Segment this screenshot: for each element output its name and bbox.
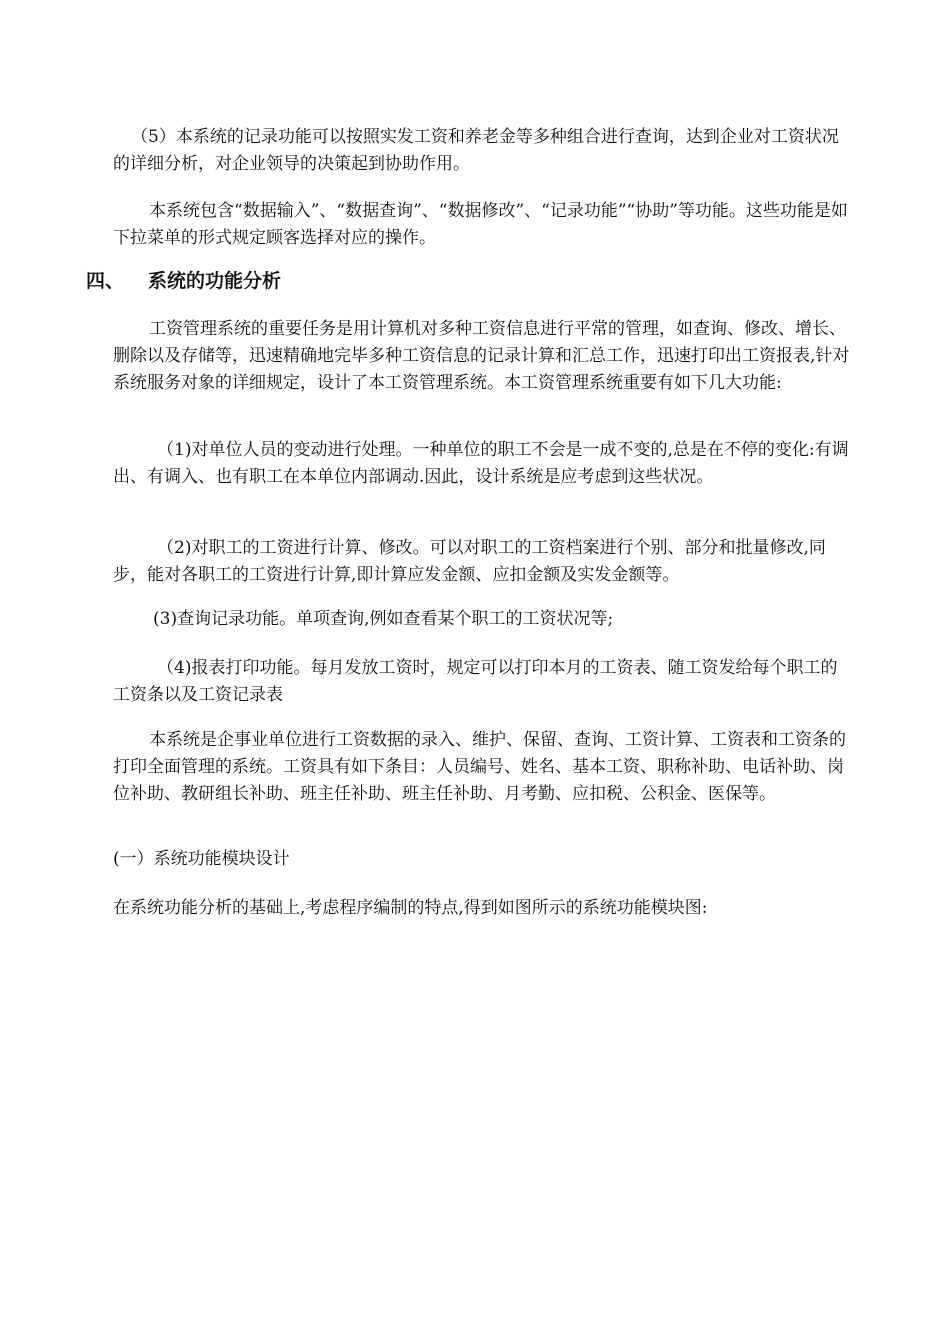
paragraph-module-diagram-intro: 在系统功能分析的基础上,考虑程序编制的特点,得到如图所示的系统功能模块图: bbox=[113, 898, 708, 918]
paragraph-function-4: （4)报表打印功能。每月发放工资时，规定可以打印本月的工资表、随工资发给每个职工的工资条以及工资记录表 bbox=[113, 658, 838, 705]
paragraph-system-overview: 工资管理系统的重要任务是用计算机对多种工资信息进行平常的管理，如查询、修改、增长、删除以及存储等，迅速精确地完毕多种工资信息的记录计算和汇总工作，迅速打印出工资报表,针对系统服务对象的详细规定，设计了本工资管理系统。本工资管理系统重要有如下几大功能: bbox=[113, 319, 850, 393]
section-number: 四、 bbox=[86, 270, 125, 292]
section-title: 系统的功能分析 bbox=[148, 270, 282, 292]
section-heading bbox=[86, 266, 281, 296]
subsection-heading-module-design: (一）系统功能模块设计 bbox=[113, 849, 290, 869]
paragraph-function-3: (3)查询记录功能。单项查询,例如查看某个职工的工资状况等; bbox=[153, 609, 614, 629]
paragraph-system-functions: 本系统包含“数据输入”、“数据查询”、“数据修改”、“记录功能”“协助”等功能。这些功能是如下拉菜单的形式规定顾客选择对应的操作。 bbox=[113, 201, 848, 248]
paragraph-function-2: （2)对职工的工资进行计算、修改。可以对职工的工资档案进行个别、部分和批量修改,同步，能对各职工的工资进行计算,即计算应发金额、应扣金额及实发金额等。 bbox=[113, 538, 826, 585]
paragraph-function-1: （1)对单位人员的变动进行处理。一种单位的职工不会是一成不变的,总是在不停的变化:有调出、有调入、也有职工在本单位内部调动.因此，设计系统是应考虑到这些状况。 bbox=[113, 440, 849, 487]
paragraph-data-items: 本系统是企事业单位进行工资数据的录入、维护、保留、查询、工资计算、工资表和工资条的打印全面管理的系统。工资具有如下条目：人员编号、姓名、基本工资、职称补助、电话补助、岗位补助、教研组长补助、班主任补助、班主任补助、月考勤、应扣税、公积金、医保等。 bbox=[113, 730, 846, 804]
paragraph-5-query-function: （5）本系统的记录功能可以按照实发工资和养老金等多种组合进行查询，达到企业对工资状况的详细分析，对企业领导的决策起到协助作用。 bbox=[113, 127, 839, 174]
